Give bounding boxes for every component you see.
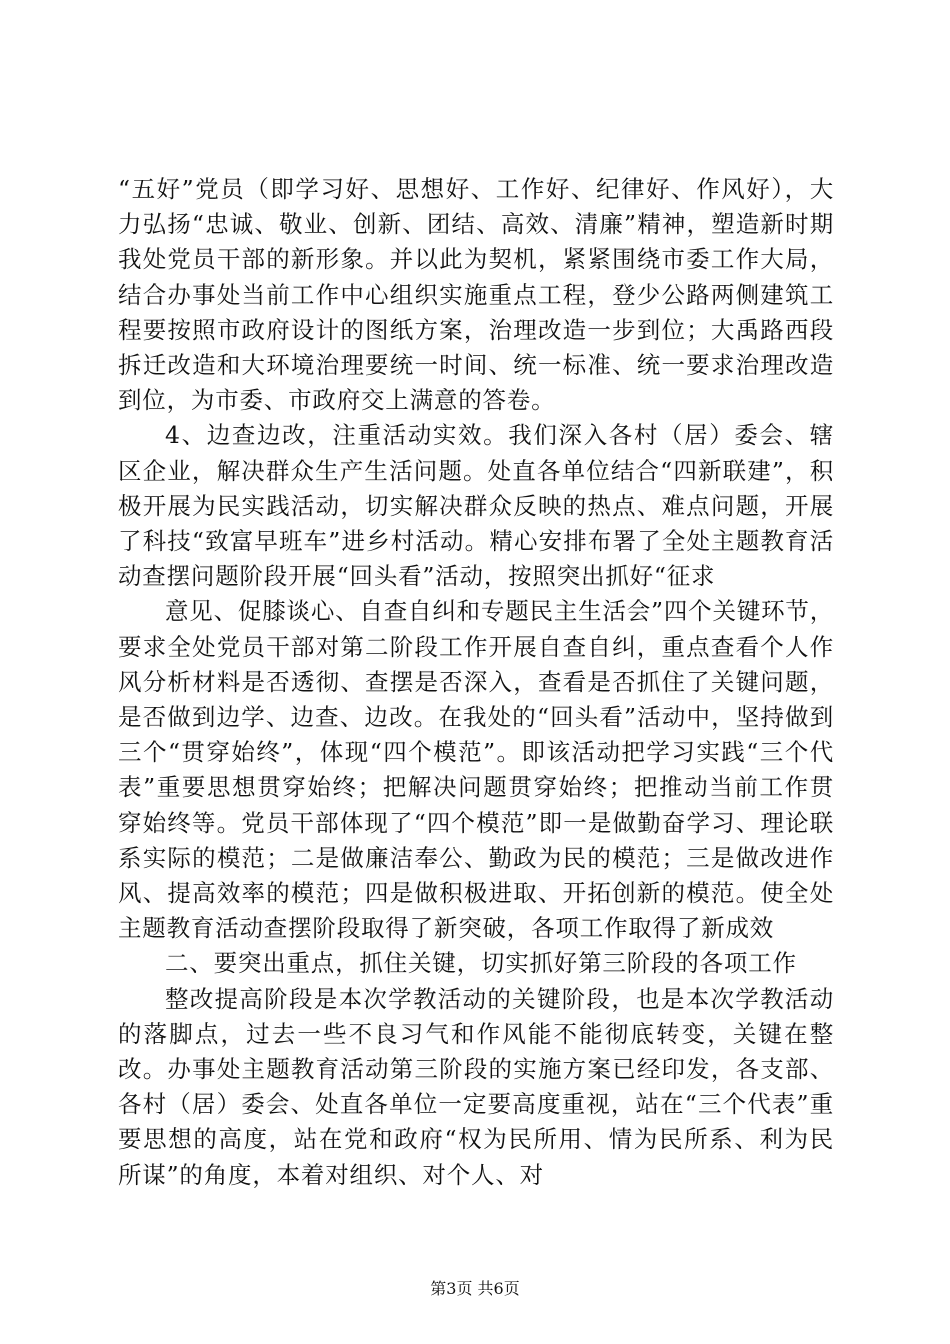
paragraph-rectification: 整改提高阶段是本次学教活动的关键阶段，也是本次学教活动的落脚点，过去一些不良习气和作风能不能彻底转变，关键在整改。办事处主题教育活动第三阶段的实施方案已经印发，各支部、各村（居）委会、处直各单位一定要高度重视，站在“三个代表”重要思想的高度，站在党和政府“权为民所用、情为民所系、利为民所谋”的角度，本着对组织、对个人、对 [118,984,834,1189]
paragraph-item-4: 4、边查边改，注重活动实效。我们深入各村（居）委会、辖区企业，解决群众生产生活问题。处直各单位结合“四新联建”，积极开展为民实践活动，切实解决群众反映的热点、难点问题，开展了科技“致富早班车”进乡村活动。精心安排布署了全处主题教育活动查摆问题阶段开展“回头看”活动，按照突出抓好“征求 [118,421,834,591]
paragraph-item-4-continued: 意见、促膝谈心、自查自纠和专题民主生活会”四个关键环节，要求全处党员干部对第二阶段工作开展自查自纠，重点查看个人作风分析材料是否透彻、查摆是否深入，查看是否抓住了关键问题，是否做到边学、边查、边改。在我处的“回头看”活动中，坚持做到三个“贯穿始终”，体现“四个模范”。即该活动把学习实践“三个代表”重要思想贯穿始终；把解决问题贯穿始终；把推动当前工作贯穿始终等。党员干部体现了“四个模范”即一是做勤奋学习、理论联系实际的模范；二是做廉洁奉公、勤政为民的模范；三是做改进作风、提高效率的模范；四是做积极进取、开拓创新的模范。使全处主题教育活动查摆阶段取得了新突破，各项工作取得了新成效 [118,597,834,943]
paragraph-continuation: “五好”党员（即学习好、思想好、工作好、纪律好、作风好），大力弘扬“忠诚、敬业、创新、团结、高效、清廉”精神，塑造新时期我处党员干部的新形象。并以此为契机，紧紧围绕市委工作大局，结合办事处当前工作中心组织实施重点工程，登少公路两侧建筑工程要按照市政府设计的图纸方案，治理改造一步到位；大禹路西段拆迁改造和大环境治理要统一时间、统一标准、统一要求治理改造到位，为市委、市政府交上满意的答卷。 [118,175,834,415]
document-body [118,172,834,1193]
page-number-footer: 第3页 共6页 [430,1279,520,1298]
section-heading-2: 二、要突出重点，抓住关键，切实抓好第三阶段的各项工作 [165,949,797,978]
